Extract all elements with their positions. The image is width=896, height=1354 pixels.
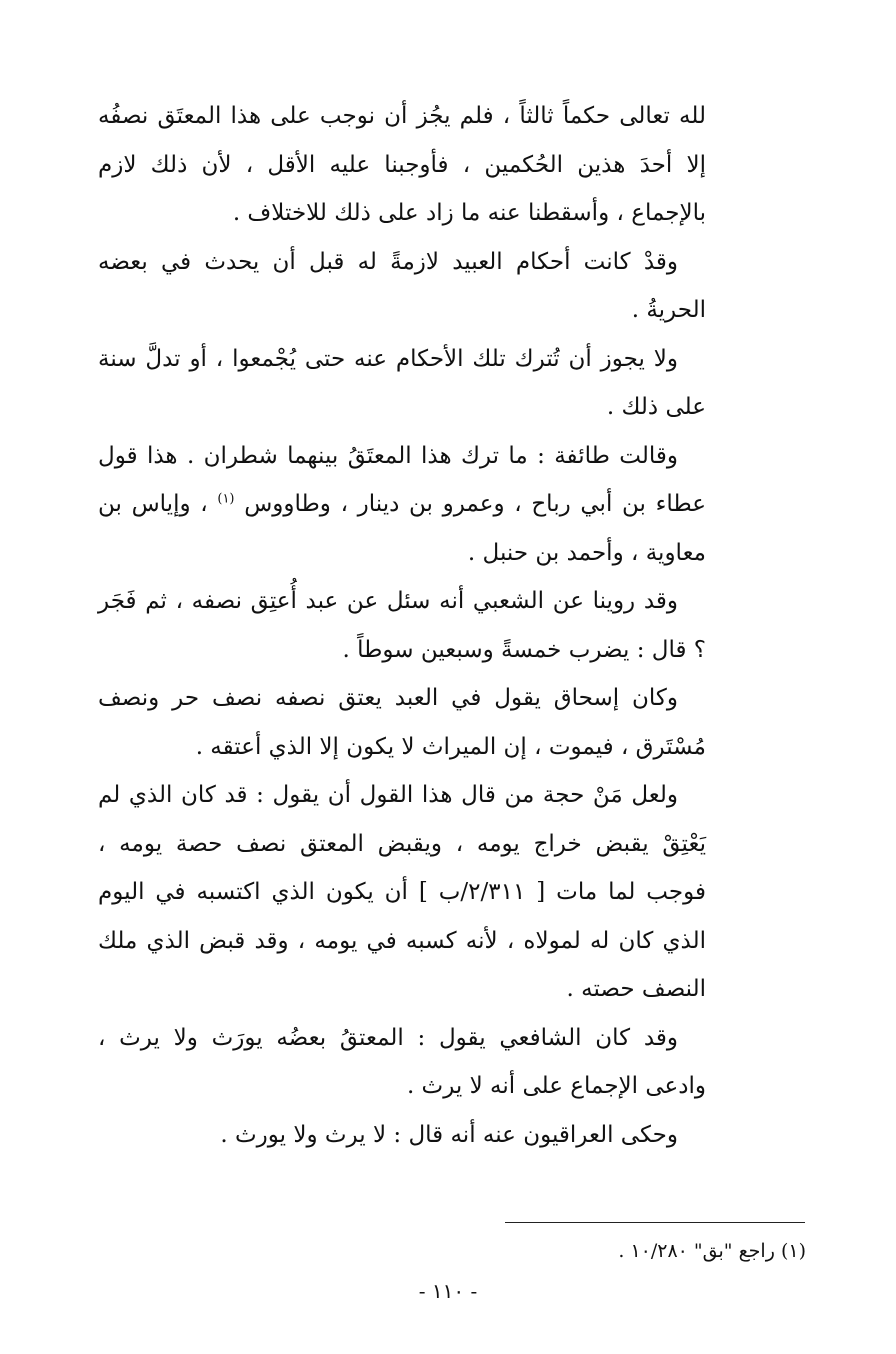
paragraph-8: وقد كان الشافعي يقول : المعتقُ بعضُه يورَث ولا يرث ، وادعى الإجماع على أنه لا يرث . bbox=[98, 1024, 706, 1099]
footnote-marker: (١) bbox=[780, 1240, 806, 1262]
footnote-divider bbox=[505, 1222, 805, 1223]
paragraph-2: وقدْ كانت أحكام العبيد لازمةً له قبل أن يحدث في بعضه الحريةُ . bbox=[98, 248, 706, 323]
page-number: - ١١٠ - bbox=[418, 1279, 478, 1303]
paragraph-5: وقد روينا عن الشعبي أنه سئل عن عبد أُعتِق نصفه ، ثم فَجَر ؟ قال : يضرب خمسةً وسبعين سوطاً . bbox=[98, 588, 706, 663]
paragraph-7: ولعل مَنْ حجة من قال هذا القول أن يقول : قد كان الذي لم يَعْتِقْ يقبض خراج يومه ، ويقبض المعتق نصف حصة يومه ، فوجب لما مات [ ٢/٣١١/ب ] أن يكون الذي اكتسبه في اليوم الذي كان له لمولاه ، لأنه كسبه في يومه ، وقد قبض الذي ملك النصف حصته . bbox=[98, 782, 706, 1002]
footnote-text: راجع "بق" ١٠/٢٨٠ . bbox=[618, 1240, 775, 1262]
paragraph-4-before-ref: وقالت طائفة : ما ترك هذا المعتَقُ بينهما شطران . هذا قول عطاء بن أبي رباح ، وعمرو بن دينار ، وطاووس bbox=[98, 442, 707, 517]
footnote bbox=[420, 1236, 806, 1266]
paragraph-9: وحكى العراقيون عنه أنه قال : لا يرث ولا يورث . bbox=[220, 1121, 678, 1148]
paragraph-3: ولا يجوز أن تُترك تلك الأحكام عنه حتى يُجْمعوا ، أو تدلَّ سنة على ذلك . bbox=[98, 345, 706, 420]
footnote-reference: (١) bbox=[217, 491, 235, 507]
paragraph-4-after-ref: ، وإياس بن معاوية ، وأحمد بن حنبل . bbox=[98, 491, 706, 566]
paragraph-4 bbox=[98, 432, 706, 578]
paragraph-1: لله تعالى حكماً ثالثاً ، فلم يجُز أن نوجب على هذا المعتَق نصفُه إلا أحدَ هذين الحُكمين ، فأوجبنا عليه الأقل ، لأن ذلك لازم بالإجماع ، وأسقطنا عنه ما زاد على ذلك للاختلاف . bbox=[98, 103, 706, 226]
main-text bbox=[98, 92, 706, 1159]
paragraph-6: وكان إسحاق يقول في العبد يعتق نصفه نصف حر ونصف مُسْتَرق ، فيموت ، إن الميراث لا يكون إلا الذي أعتقه . bbox=[98, 685, 706, 760]
